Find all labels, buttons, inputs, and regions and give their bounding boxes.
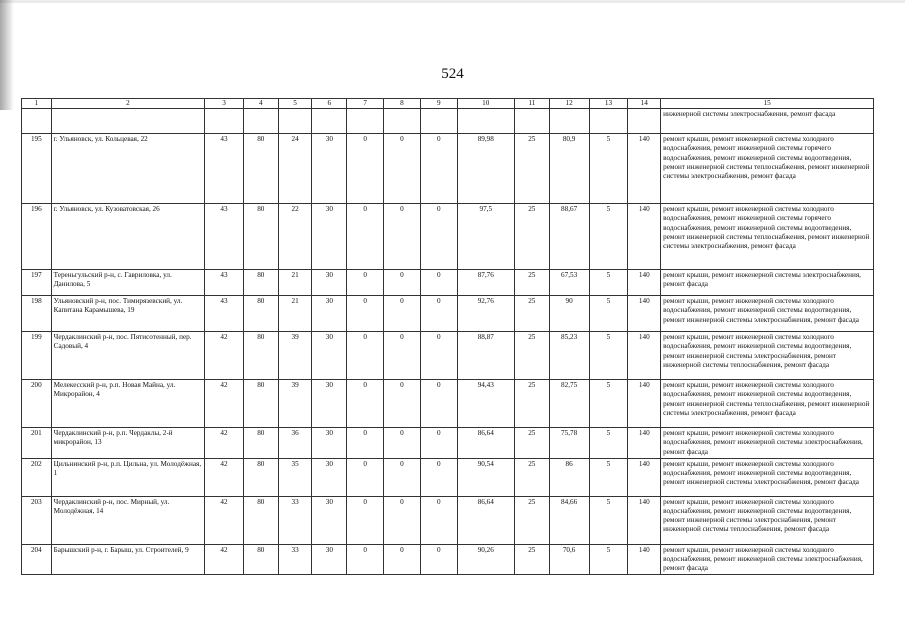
col-9: 0 <box>420 270 457 296</box>
col-3: 42 <box>205 380 244 428</box>
header-cell: 5 <box>278 99 312 109</box>
col-13: 5 <box>589 332 628 380</box>
col-9: 0 <box>420 296 457 332</box>
col-3: 42 <box>205 496 244 544</box>
col-7: 0 <box>347 134 384 204</box>
col-11: 25 <box>514 380 549 428</box>
table-row <box>22 458 874 496</box>
col-3: 43 <box>205 204 244 270</box>
address: Чердаклинский р-н, пос. Мирный, ул. Молодёжная, 14 <box>51 496 204 544</box>
col-11: 25 <box>514 204 549 270</box>
col-5: 33 <box>278 544 312 575</box>
table-row <box>22 428 874 459</box>
row-number: 204 <box>22 544 52 575</box>
col-7: 0 <box>347 296 384 332</box>
col-11: 25 <box>514 270 549 296</box>
col-8: 0 <box>384 134 421 204</box>
col-3: 43 <box>205 134 244 204</box>
col-13: 5 <box>589 496 628 544</box>
col-5: 39 <box>278 380 312 428</box>
col-7: 0 <box>347 204 384 270</box>
col-14: 140 <box>628 204 661 270</box>
col-6: 30 <box>312 380 347 428</box>
works-cell: ремонт крыши, ремонт инженерной системы холодного водоснабжения, ремонт инженерной системы электроснабжения, ремонт фасада <box>661 428 874 459</box>
table-row <box>22 496 874 544</box>
col-5: 21 <box>278 296 312 332</box>
table-row <box>22 270 874 296</box>
address: Тереньгульский р-н, с. Гавриловка, ул. Данилова, 5 <box>51 270 204 296</box>
works-cell: ремонт крыши, ремонт инженерной системы холодного водоснабжения, ремонт инженерной системы электроснабжения, ремонт фасада <box>661 544 874 575</box>
col-8: 0 <box>384 544 421 575</box>
col-7: 0 <box>347 332 384 380</box>
col-9: 0 <box>420 496 457 544</box>
col-11: 25 <box>514 332 549 380</box>
col-13: 5 <box>589 296 628 332</box>
table-body <box>22 99 874 575</box>
row-number: 203 <box>22 496 52 544</box>
col-12: 90 <box>549 296 589 332</box>
address: г. Ульяновск, ул. Кольцевая, 22 <box>51 134 204 204</box>
address: Ульяновский р-н, пос. Тимирязевский, ул. Капитана Карамышева, 19 <box>51 296 204 332</box>
col-10: 89,98 <box>457 134 514 204</box>
col-11: 25 <box>514 296 549 332</box>
col-8: 0 <box>384 380 421 428</box>
col-10: 92,76 <box>457 296 514 332</box>
col-4: 80 <box>243 296 278 332</box>
col-14: 140 <box>628 332 661 380</box>
col-6: 30 <box>312 496 347 544</box>
header-cell: 1 <box>22 99 52 109</box>
col-5: 35 <box>278 458 312 496</box>
col-8: 0 <box>384 428 421 459</box>
col-6: 30 <box>312 428 347 459</box>
col-12: 80,9 <box>549 134 589 204</box>
col-9: 0 <box>420 332 457 380</box>
row-number: 195 <box>22 134 52 204</box>
address: Чердаклинский р-н, пос. Пятисотенный, пер. Садовый, 4 <box>51 332 204 380</box>
header-cell: 2 <box>51 99 204 109</box>
col-6: 30 <box>312 204 347 270</box>
col-3: 43 <box>205 296 244 332</box>
col-10: 86,64 <box>457 496 514 544</box>
table-row <box>22 296 874 332</box>
col-10: 97,5 <box>457 204 514 270</box>
works-cell: ремонт крыши, ремонт инженерной системы холодного водоснабжения, ремонт инженерной системы водоотведения, ремонт инженерной системы электроснабжения, ремонт фасада <box>661 296 874 332</box>
col-9: 0 <box>420 428 457 459</box>
header-cell: 9 <box>420 99 457 109</box>
col-14: 140 <box>628 458 661 496</box>
col-14: 140 <box>628 296 661 332</box>
col-12: 67,53 <box>549 270 589 296</box>
col-12: 86 <box>549 458 589 496</box>
col-4: 80 <box>243 332 278 380</box>
col-10: 86,64 <box>457 428 514 459</box>
col-12: 88,67 <box>549 204 589 270</box>
address: Чердаклинский р-н, р.п. Чердаклы, 2-й микрорайон, 13 <box>51 428 204 459</box>
col-8: 0 <box>384 204 421 270</box>
col-13: 5 <box>589 458 628 496</box>
col-13: 5 <box>589 544 628 575</box>
col-5: 21 <box>278 270 312 296</box>
header-cell: 15 <box>661 99 874 109</box>
works-cell: ремонт крыши, ремонт инженерной системы холодного водоснабжения, ремонт инженерной системы водоотведения, ремонт инженерной системы электроснабжения, ремонт инженерной системы теплоснабжения, ремонт фасада <box>661 332 874 380</box>
works-cell: ремонт крыши, ремонт инженерной системы холодного водоснабжения, ремонт инженерной системы водоотведения, ремонт инженерной системы электроснабжения, ремонт фасада <box>661 458 874 496</box>
row-number: 200 <box>22 380 52 428</box>
row-number: 202 <box>22 458 52 496</box>
scan-top-shadow <box>0 0 905 3</box>
works-cell: ремонт крыши, ремонт инженерной системы электроснабжения, ремонт фасада <box>661 270 874 296</box>
col-9: 0 <box>420 134 457 204</box>
col-4: 80 <box>243 496 278 544</box>
table-row <box>22 544 874 575</box>
col-6: 30 <box>312 332 347 380</box>
col-5: 22 <box>278 204 312 270</box>
col-8: 0 <box>384 458 421 496</box>
header-cell: 10 <box>457 99 514 109</box>
col-3: 42 <box>205 428 244 459</box>
table-row <box>22 332 874 380</box>
col-10: 94,43 <box>457 380 514 428</box>
col-7: 0 <box>347 428 384 459</box>
col-6: 30 <box>312 134 347 204</box>
col-4: 80 <box>243 428 278 459</box>
works-cell: инженерной системы электроснабжения, ремонт фасада <box>661 109 874 134</box>
col-4: 80 <box>243 134 278 204</box>
header-row <box>22 99 874 109</box>
row-number: 201 <box>22 428 52 459</box>
col-6: 30 <box>312 458 347 496</box>
col-11: 25 <box>514 428 549 459</box>
col-13: 5 <box>589 380 628 428</box>
col-3: 42 <box>205 332 244 380</box>
col-6: 30 <box>312 296 347 332</box>
col-5: 39 <box>278 332 312 380</box>
table-row <box>22 134 874 204</box>
col-13: 5 <box>589 270 628 296</box>
row-number: 198 <box>22 296 52 332</box>
col-12: 82,75 <box>549 380 589 428</box>
address: Барышский р-н, г. Барыш, ул. Строителей, 9 <box>51 544 204 575</box>
col-9: 0 <box>420 204 457 270</box>
scan-edge-shadow <box>0 0 14 110</box>
col-3: 42 <box>205 458 244 496</box>
col-4: 80 <box>243 204 278 270</box>
page-number: 524 <box>441 66 464 82</box>
col-4: 80 <box>243 270 278 296</box>
works-cell: ремонт крыши, ремонт инженерной системы холодного водоснабжения, ремонт инженерной системы горячего водоснабжения, ремонт инженерной системы водоотведения, ремонт инженерной системы теплоснабжения, ремонт инженерной системы электроснабжения, ремонт фасада <box>661 134 874 204</box>
row-number: 196 <box>22 204 52 270</box>
header-cell: 11 <box>514 99 549 109</box>
col-5: 36 <box>278 428 312 459</box>
col-13: 5 <box>589 428 628 459</box>
col-13: 5 <box>589 134 628 204</box>
continuation-row <box>22 109 874 134</box>
col-8: 0 <box>384 496 421 544</box>
col-4: 80 <box>243 458 278 496</box>
col-14: 140 <box>628 380 661 428</box>
address: г. Ульяновск, ул. Кузоватовская, 26 <box>51 204 204 270</box>
col-10: 90,26 <box>457 544 514 575</box>
col-12: 84,66 <box>549 496 589 544</box>
col-14: 140 <box>628 428 661 459</box>
col-7: 0 <box>347 270 384 296</box>
address: Мелекесский р-н, р.п. Новая Майна, ул. Микрорайон, 4 <box>51 380 204 428</box>
col-9: 0 <box>420 380 457 428</box>
col-10: 88,87 <box>457 332 514 380</box>
header-cell: 14 <box>628 99 661 109</box>
col-8: 0 <box>384 332 421 380</box>
col-10: 90,54 <box>457 458 514 496</box>
col-7: 0 <box>347 458 384 496</box>
header-cell: 13 <box>589 99 628 109</box>
table-row <box>22 380 874 428</box>
address: Цильнинский р-н, р.п. Цильна, ул. Молодёжная, 1 <box>51 458 204 496</box>
col-5: 24 <box>278 134 312 204</box>
col-4: 80 <box>243 544 278 575</box>
col-6: 30 <box>312 270 347 296</box>
col-12: 75,78 <box>549 428 589 459</box>
col-14: 140 <box>628 544 661 575</box>
row-number: 197 <box>22 270 52 296</box>
header-cell: 7 <box>347 99 384 109</box>
col-9: 0 <box>420 458 457 496</box>
col-14: 140 <box>628 270 661 296</box>
col-8: 0 <box>384 296 421 332</box>
col-14: 140 <box>628 496 661 544</box>
col-10: 87,76 <box>457 270 514 296</box>
col-13: 5 <box>589 204 628 270</box>
col-8: 0 <box>384 270 421 296</box>
row-number: 199 <box>22 332 52 380</box>
col-3: 43 <box>205 270 244 296</box>
col-7: 0 <box>347 496 384 544</box>
col-12: 70,6 <box>549 544 589 575</box>
col-7: 0 <box>347 380 384 428</box>
works-table <box>21 98 874 575</box>
header-cell: 3 <box>205 99 244 109</box>
col-11: 25 <box>514 496 549 544</box>
table-row <box>22 204 874 270</box>
col-9: 0 <box>420 544 457 575</box>
col-14: 140 <box>628 134 661 204</box>
col-11: 25 <box>514 458 549 496</box>
works-cell: ремонт крыши, ремонт инженерной системы холодного водоснабжения, ремонт инженерной системы водоотведения, ремонт инженерной системы теплоснабжения, ремонт инженерной системы электроснабжения, ремонт фасада <box>661 380 874 428</box>
works-cell: ремонт крыши, ремонт инженерной системы холодного водоснабжения, ремонт инженерной системы водоотведения, ремонт инженерной системы электроснабжения, ремонт инженерной системы теплоснабжения, ремонт фасада <box>661 496 874 544</box>
header-cell: 8 <box>384 99 421 109</box>
col-11: 25 <box>514 134 549 204</box>
col-4: 80 <box>243 380 278 428</box>
header-cell: 12 <box>549 99 589 109</box>
works-cell: ремонт крыши, ремонт инженерной системы холодного водоснабжения, ремонт инженерной системы горячего водоснабжения, ремонт инженерной системы водоотведения, ремонт инженерной системы теплоснабжения, ремонт инженерной системы электроснабжения, ремонт фасада <box>661 204 874 270</box>
header-cell: 6 <box>312 99 347 109</box>
col-5: 33 <box>278 496 312 544</box>
col-6: 30 <box>312 544 347 575</box>
col-3: 42 <box>205 544 244 575</box>
col-7: 0 <box>347 544 384 575</box>
col-11: 25 <box>514 544 549 575</box>
header-cell: 4 <box>243 99 278 109</box>
col-12: 85,23 <box>549 332 589 380</box>
